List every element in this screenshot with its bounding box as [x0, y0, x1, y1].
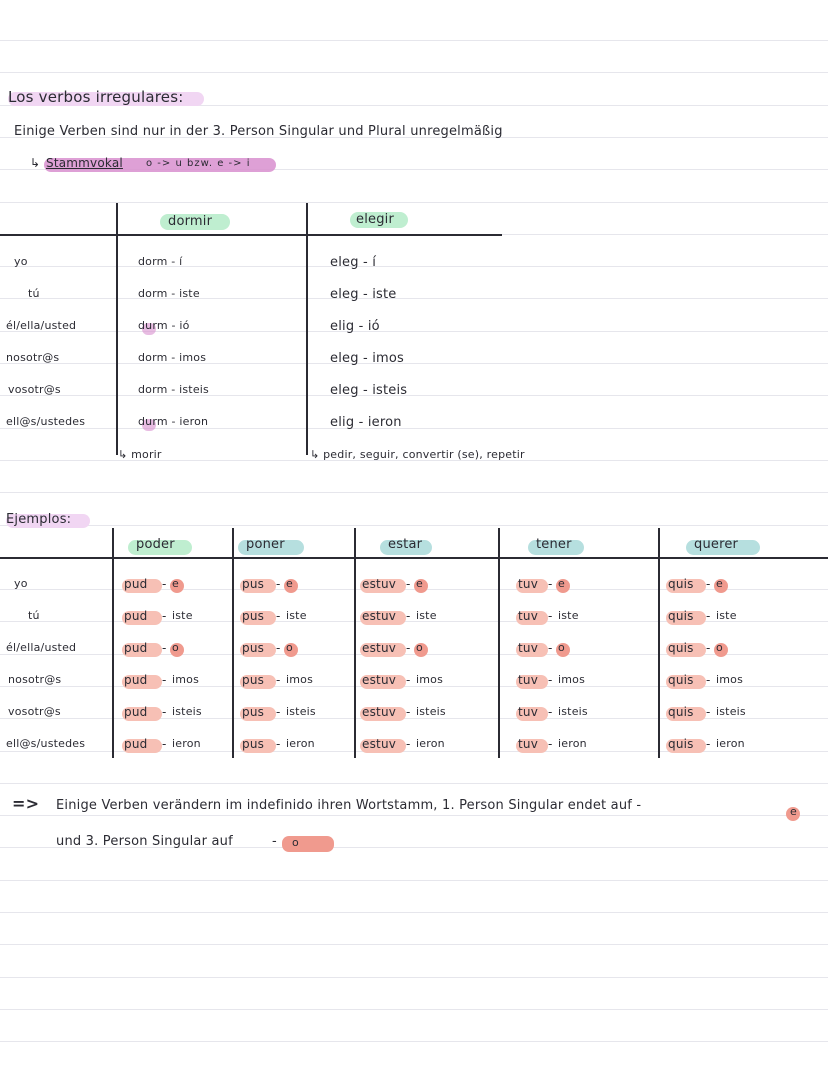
dormir-form: dorm - iste	[138, 287, 200, 300]
ending-text: iste	[716, 609, 737, 622]
stem-text: quis	[668, 609, 694, 623]
hyphen: -	[548, 641, 553, 655]
table2-divider-1	[112, 528, 114, 758]
dormir-form: durm - ieron	[138, 415, 209, 428]
table1-person: vosotr@s	[8, 383, 61, 396]
stem-text: pus	[242, 705, 265, 719]
dormir-form: durm - ió	[138, 319, 190, 332]
elegir-form: eleg - isteis	[330, 383, 408, 398]
hyphen: -	[276, 705, 281, 719]
elegir-note: ↳ pedir, seguir, convertir (se), repetir	[310, 448, 525, 461]
stem-text: estuv	[362, 705, 397, 719]
examples-label: Ejemplos:	[6, 512, 72, 527]
stem-text: tuv	[518, 641, 539, 655]
ending-text: imos	[716, 673, 744, 686]
stem-text: pus	[242, 673, 265, 687]
stem-text: tuv	[518, 673, 539, 687]
hyphen: -	[548, 609, 553, 623]
ending-text: ieron	[172, 737, 201, 750]
hyphen: -	[162, 609, 167, 623]
stem-text: pud	[124, 673, 148, 687]
table2-person: tú	[28, 609, 40, 622]
conclusion-arrow: =>	[12, 794, 40, 813]
page-title: Los verbos irregulares:	[8, 88, 184, 106]
dormir-form: dorm - í	[138, 255, 183, 268]
ending-text: e	[286, 577, 293, 590]
elegir-form: elig - ieron	[330, 415, 402, 430]
hyphen: -	[706, 609, 711, 623]
ending-text: ieron	[416, 737, 445, 750]
ending-text: isteis	[172, 705, 202, 718]
hyphen: -	[706, 705, 711, 719]
table2-header-tener: tener	[536, 537, 572, 552]
ruled-line	[0, 395, 828, 396]
ending-text: iste	[172, 609, 193, 622]
ending-text: imos	[286, 673, 314, 686]
ending-text: imos	[416, 673, 444, 686]
stem-text: tuv	[518, 737, 539, 751]
intro-text: Einige Verben sind nur in der 3. Person Singular und Plural unregelmäßig	[14, 124, 503, 139]
table2-divider-5	[658, 528, 660, 758]
stem-text: quis	[668, 577, 694, 591]
hyphen: -	[162, 673, 167, 687]
ending-text: isteis	[558, 705, 588, 718]
ending-text: isteis	[416, 705, 446, 718]
table2-header-rule	[0, 557, 828, 559]
hyphen: -	[162, 737, 167, 751]
ending-text: isteis	[286, 705, 316, 718]
hyphen: -	[548, 705, 553, 719]
stem-text: pud	[124, 577, 148, 591]
ruled-line	[0, 266, 828, 267]
table1-header-rule	[0, 234, 502, 236]
ruled-line	[0, 815, 828, 816]
ruled-line	[0, 944, 828, 945]
hyphen: -	[706, 673, 711, 687]
table1-header-elegir: elegir	[356, 212, 395, 227]
ruled-line	[0, 331, 828, 332]
stem-text: tuv	[518, 609, 539, 623]
ending-text: ieron	[716, 737, 745, 750]
table2-header-poder: poder	[136, 537, 175, 552]
table1-person: nosotr@s	[6, 351, 60, 364]
stem-label: Stammvokal	[46, 156, 123, 170]
stem-text: pus	[242, 641, 265, 655]
conclusion-line1: Einige Verben verändern im indefinido ihren Wortstamm, 1. Person Singular endet auf -	[56, 798, 642, 813]
hyphen: -	[276, 609, 281, 623]
conclusion-line2: und 3. Person Singular auf	[56, 834, 233, 849]
stem-text: estuv	[362, 641, 397, 655]
table1-header-dormir: dormir	[168, 214, 213, 229]
hyphen: -	[548, 577, 553, 591]
ruled-line	[0, 298, 828, 299]
hyphen: -	[406, 577, 411, 591]
stem-text: pud	[124, 641, 148, 655]
hyphen: -	[406, 641, 411, 655]
hyphen: -	[706, 577, 711, 591]
dormir-form: dorm - imos	[138, 351, 207, 364]
ending-text: ieron	[558, 737, 587, 750]
hyphen: -	[406, 609, 411, 623]
ruled-line	[0, 492, 828, 493]
dormir-form: dorm - isteis	[138, 383, 209, 396]
stem-text: pud	[124, 609, 148, 623]
hyphen: -	[276, 577, 281, 591]
ending-text: isteis	[716, 705, 746, 718]
stem-text: estuv	[362, 673, 397, 687]
ending-text: ieron	[286, 737, 315, 750]
ruled-line	[0, 40, 828, 41]
table1-person: ell@s/ustedes	[6, 415, 86, 428]
elegir-form: elig - ió	[330, 319, 380, 334]
hyphen: -	[548, 673, 553, 687]
hyphen: -	[706, 641, 711, 655]
stem-text: quis	[668, 673, 694, 687]
table2-person: ell@s/ustedes	[6, 737, 86, 750]
table2-person: él/ella/usted	[6, 641, 77, 654]
ending-text: e	[558, 577, 565, 590]
conclusion-ending-e: e	[790, 805, 797, 818]
ending-text: o	[416, 641, 423, 654]
ending-text: iste	[558, 609, 579, 622]
ruled-line	[0, 977, 828, 978]
ending-text: iste	[286, 609, 307, 622]
table1-divider-left	[116, 203, 118, 455]
hyphen: -	[162, 641, 167, 655]
ending-text: imos	[558, 673, 586, 686]
table1-person: yo	[14, 255, 28, 268]
hyphen: -	[406, 705, 411, 719]
hyphen: -	[706, 737, 711, 751]
ending-text: e	[716, 577, 723, 590]
ruled-line	[0, 912, 828, 913]
ruled-line	[0, 1041, 828, 1042]
table1-person: él/ella/usted	[6, 319, 77, 332]
elegir-form: eleg - iste	[330, 287, 397, 302]
hyphen: -	[162, 577, 167, 591]
stem-text: tuv	[518, 705, 539, 719]
hyphen: -	[276, 737, 281, 751]
hyphen: -	[276, 641, 281, 655]
stem-text: estuv	[362, 737, 397, 751]
table2-person: yo	[14, 577, 28, 590]
ending-text: o	[716, 641, 723, 654]
conclusion-ending-o: o	[292, 836, 299, 849]
stem-text: estuv	[362, 577, 397, 591]
ending-o-highlight	[282, 836, 334, 852]
stem-text: pud	[124, 705, 148, 719]
stem-text: tuv	[518, 577, 539, 591]
ending-text: o	[286, 641, 293, 654]
ruled-line	[0, 202, 828, 203]
table2-person: vosotr@s	[8, 705, 61, 718]
elegir-form: eleg - í	[330, 255, 377, 270]
table2-header-estar: estar	[388, 537, 423, 552]
stem-text: pus	[242, 577, 265, 591]
stem-text: o -> u bzw. e -> i	[146, 158, 251, 169]
table2-person: nosotr@s	[8, 673, 62, 686]
ruled-line	[0, 1009, 828, 1010]
hyphen: -	[276, 673, 281, 687]
stem-text: pud	[124, 737, 148, 751]
ending-text: e	[416, 577, 423, 590]
ending-text: e	[172, 577, 179, 590]
hyphen: -	[548, 737, 553, 751]
dormir-note: ↳ morir	[118, 448, 162, 461]
hyphen: -	[406, 737, 411, 751]
stem-text: pus	[242, 737, 265, 751]
stem-text: quis	[668, 737, 694, 751]
ending-text: imos	[172, 673, 200, 686]
stem-text: quis	[668, 705, 694, 719]
table2-divider-4	[498, 528, 500, 758]
table2-divider-2	[232, 528, 234, 758]
table2-header-querer: querer	[694, 537, 739, 552]
hyphen: -	[406, 673, 411, 687]
ruled-line	[0, 72, 828, 73]
ending-text: o	[558, 641, 565, 654]
ruled-line	[0, 880, 828, 881]
table2-header-poner: poner	[246, 537, 285, 552]
ruled-line	[0, 783, 828, 784]
ruled-line	[0, 525, 828, 526]
table1-divider-right	[306, 203, 308, 455]
table2-divider-3	[354, 528, 356, 758]
stem-arrow: ↳	[30, 156, 41, 170]
hyphen: -	[162, 705, 167, 719]
elegir-form: eleg - imos	[330, 351, 405, 366]
ruled-line	[0, 428, 828, 429]
stem-text: quis	[668, 641, 694, 655]
stem-text: estuv	[362, 609, 397, 623]
ending-text: o	[172, 641, 179, 654]
stem-text: pus	[242, 609, 265, 623]
ending-text: iste	[416, 609, 437, 622]
ruled-line	[0, 363, 828, 364]
conclusion-dash: -	[272, 834, 277, 849]
table1-person: tú	[28, 287, 40, 300]
